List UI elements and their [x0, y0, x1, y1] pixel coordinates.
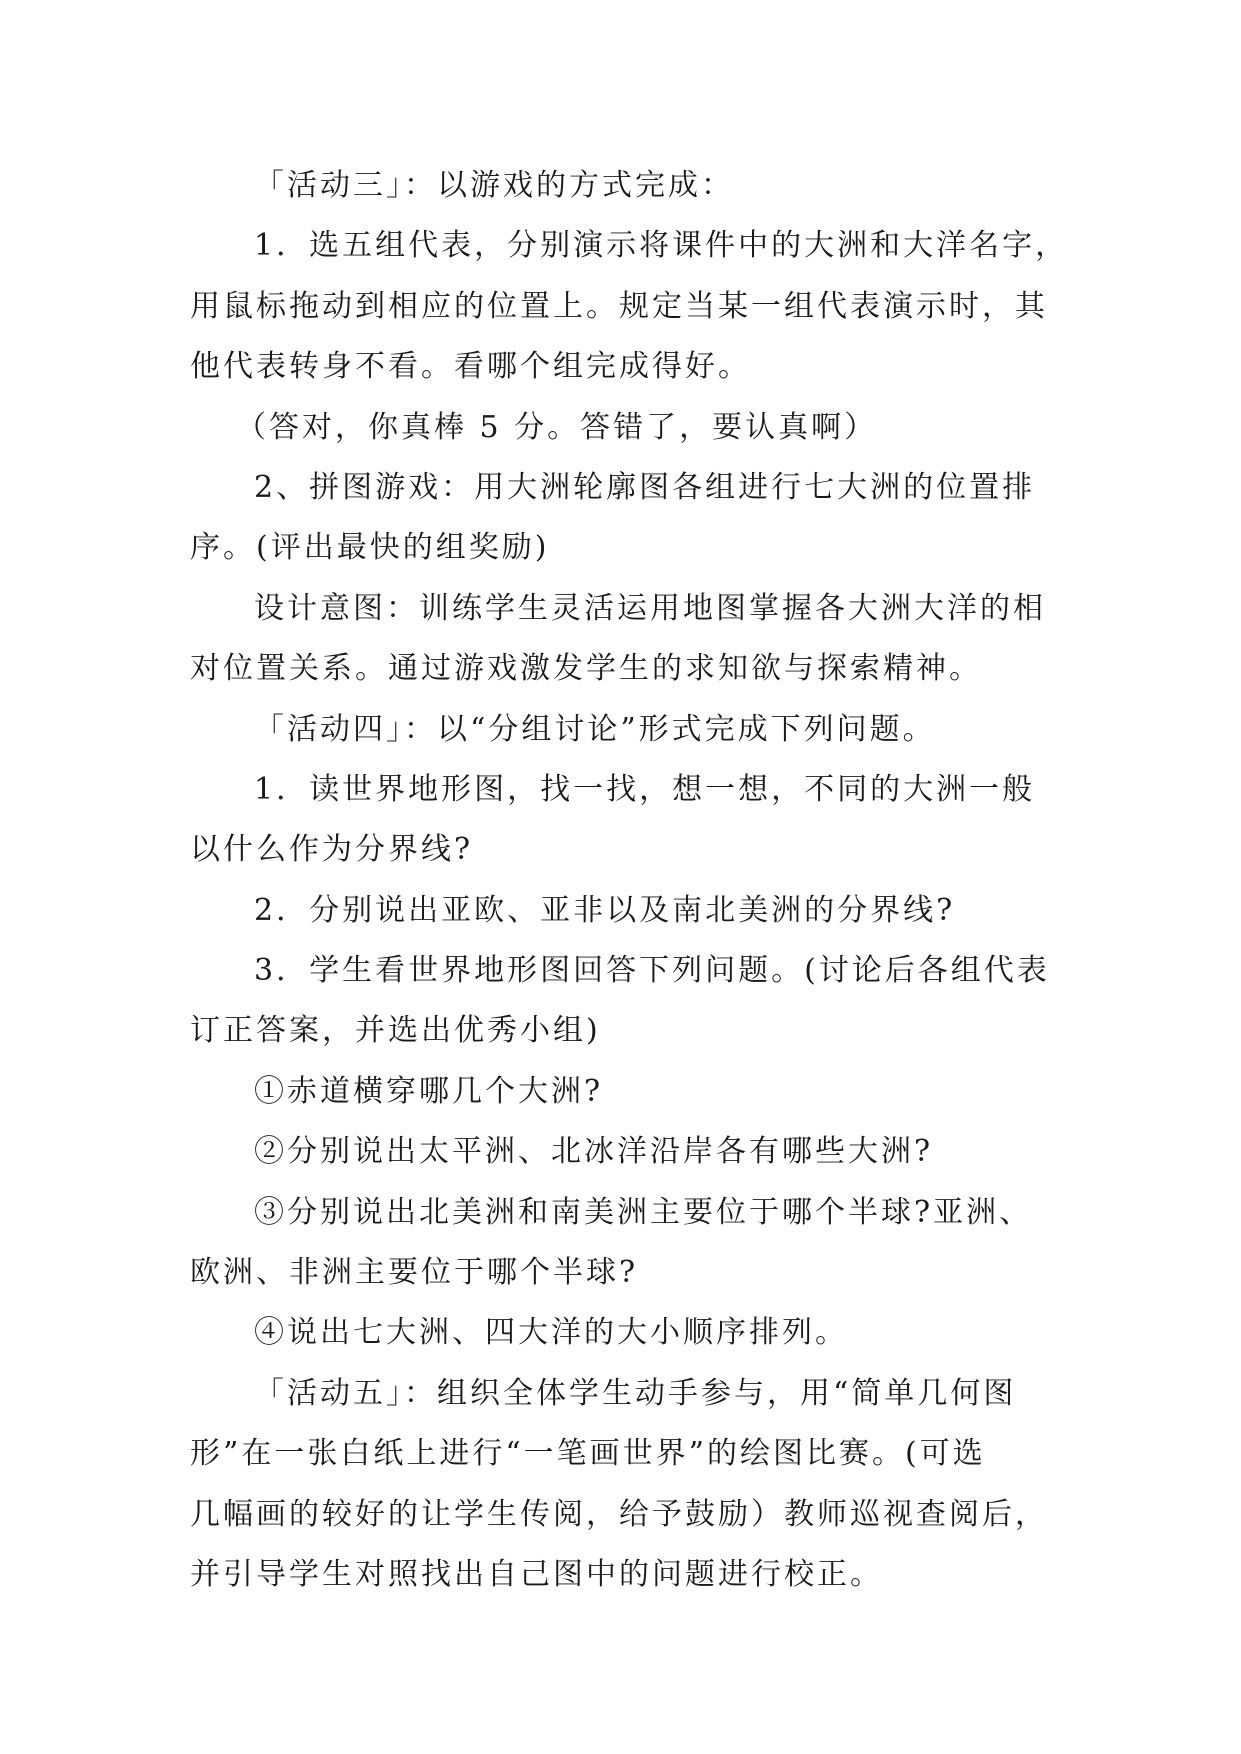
paragraph-line: 2、拼图游戏：用大洲轮廓图各组进行七大洲的位置排: [254, 469, 1036, 505]
question-line: ②分别说出太平洲、北冰洋沿岸各有哪些大洲?: [254, 1134, 934, 1170]
paragraph-line: 序。(评出最快的组奖励): [190, 530, 550, 566]
paragraph-line: 形”在一张白纸上进行“一笔画世界”的绘图比赛。(可选: [190, 1436, 986, 1472]
paragraph-line: 1．选五组代表，分别演示将课件中的大洲和大洋名字，: [254, 228, 1069, 264]
activity-four-heading: 「活动四」：以“分组讨论”形式完成下列问题。: [254, 711, 936, 747]
paragraph-line: 用鼠标拖动到相应的位置上。规定当某一组代表演示时，其: [190, 288, 1048, 324]
question-line: ①赤道横穿哪几个大洲?: [254, 1073, 604, 1109]
paragraph-line: 2．分别说出亚欧、亚非以及南北美洲的分界线?: [254, 892, 956, 928]
design-intent-line: 设计意图：训练学生灵活运用地图掌握各大洲大洋的相: [254, 590, 1046, 626]
paragraph-line: 1．读世界地形图，找一找，想一想，不同的大洲一般: [254, 771, 1036, 807]
document-body: [190, 156, 1070, 1605]
paragraph-line: （答对，你真棒 5 分。答错了，要认真啊）: [236, 409, 878, 445]
paragraph-line: 以什么作为分界线?: [190, 832, 474, 868]
activity-three-heading: 「活动三」：以游戏的方式完成：: [254, 168, 734, 203]
paragraph-line: 3．学生看世界地形图回答下列问题。(讨论后各组代表: [254, 953, 1050, 989]
activity-five-heading: 「活动五」：组织全体学生动手参与，用“简单几何图: [254, 1375, 1017, 1411]
question-line: ③分别说出北美洲和南美洲主要位于哪个半球?亚洲、: [254, 1194, 1033, 1230]
paragraph-line: 他代表转身不看。看哪个组完成得好。: [190, 349, 751, 385]
paragraph-line: 订正答案，并选出优秀小组): [190, 1013, 601, 1049]
paragraph-line: 并引导学生对照找出自己图中的问题进行校正。: [190, 1556, 883, 1592]
paragraph-line: 对位置关系。通过游戏激发学生的求知欲与探索精神。: [190, 651, 982, 687]
question-line: 欧洲、非洲主要位于哪个半球?: [190, 1255, 639, 1291]
paragraph-line: 几幅画的较好的让学生传阅，给予鼓励）教师巡视查阅后，: [190, 1496, 1048, 1532]
question-line: ④说出七大洲、四大洋的大小顺序排列。: [254, 1315, 848, 1351]
